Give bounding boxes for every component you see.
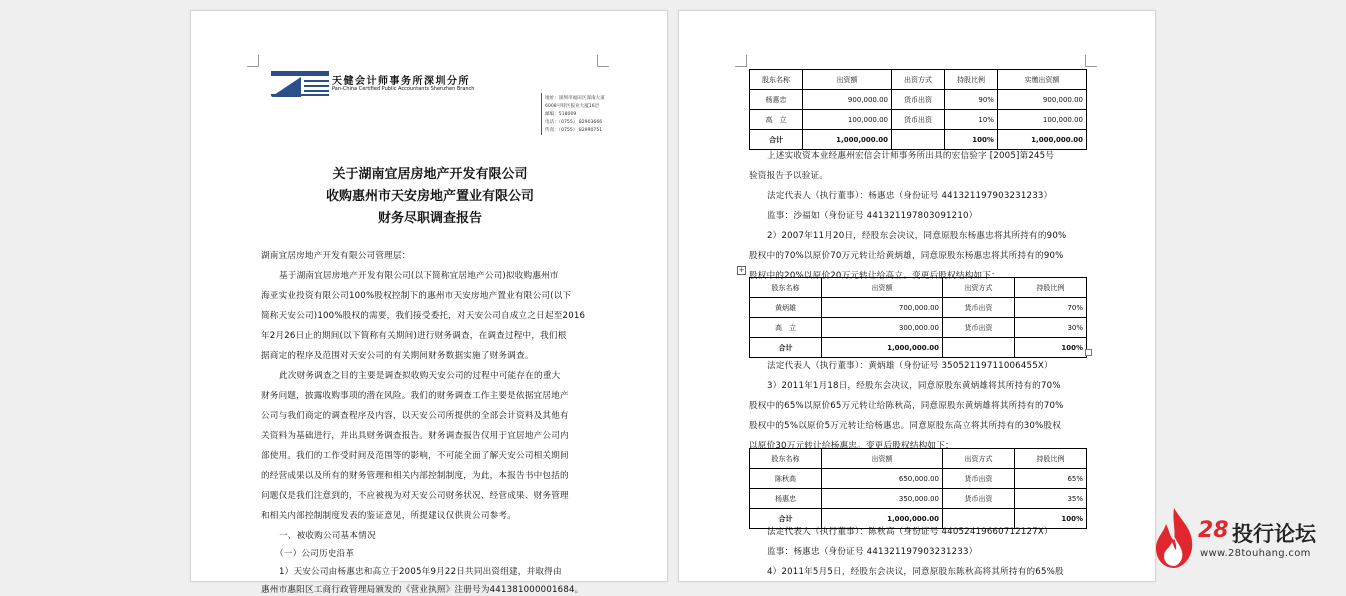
table-cell: 合计 bbox=[750, 130, 803, 150]
firm-logo-icon bbox=[271, 71, 329, 97]
body-line: 和相关内部控制制度发表的鉴证意见，所提建议仅供贵公司参考。 bbox=[261, 511, 517, 521]
watermark-name: 投行论坛 bbox=[1232, 522, 1316, 546]
body-line: 财务问题，披露收购事项的潜在风险。我们的财务调查工作主要是依据宜居地产 bbox=[261, 391, 569, 401]
body-line: 年2月26日止的期间(以下简称有关期间)进行财务调查，在调查过程中，我们根 bbox=[261, 331, 567, 341]
table-cell: 陈秋高 bbox=[750, 469, 822, 489]
body-line: 简称天安公司)100%股权的需要，我们接受委托，对天安公司自成立之日起至2016 bbox=[261, 311, 586, 321]
table-cell: 合计 bbox=[750, 509, 822, 529]
forum-watermark bbox=[1150, 504, 1340, 576]
table-cell: 货币出资 bbox=[942, 489, 1014, 509]
table-cell bbox=[942, 338, 1014, 358]
table-header: 持股比例 bbox=[1014, 449, 1086, 469]
table-cell: 合计 bbox=[750, 338, 822, 358]
flame-icon bbox=[1152, 506, 1196, 570]
table-header: 股东名称 bbox=[750, 449, 822, 469]
section-heading: 一、被收购公司基本情况 bbox=[279, 531, 376, 541]
table-cell: 货币出资 bbox=[892, 90, 945, 110]
body-line: 此次财务调查之目的主要是调查拟收购天安公司的过程中可能存在的重大 bbox=[279, 371, 561, 381]
letterhead bbox=[271, 71, 475, 101]
body-line: 问题仅是我们注意到的，不应被视为对天安公司财务状况、经营成果、财务管理 bbox=[261, 491, 569, 501]
body-line: 的经营成果以及所有的财务管理和相关内部控制制度，为此，本报告书中包括的 bbox=[261, 471, 569, 481]
table-cell: 100,000.00 bbox=[997, 110, 1086, 130]
address-line: 电话：（0755） 82903666 bbox=[545, 120, 603, 125]
table-cell: 货币出资 bbox=[942, 469, 1014, 489]
table-header: 持股比例 bbox=[944, 70, 997, 90]
table-cell: 70% bbox=[1014, 298, 1086, 318]
body-line: 监事：杨惠忠（身份证号 441321197903231233） bbox=[767, 547, 978, 557]
table-header: 出资额 bbox=[821, 278, 942, 298]
table-cell bbox=[892, 130, 945, 150]
table-cell: 100% bbox=[944, 130, 997, 150]
table-header: 股东名称 bbox=[750, 70, 803, 90]
shareholder-table-2 bbox=[749, 277, 1087, 358]
crop-mark bbox=[247, 55, 259, 67]
table-row bbox=[750, 298, 1087, 318]
table-row bbox=[750, 469, 1087, 489]
table-cell: 高 立 bbox=[750, 110, 803, 130]
table-cell: 30% bbox=[1014, 318, 1086, 338]
firm-name-en: Pan-China Certified Public Accountants Shenzhen Branch bbox=[332, 86, 475, 92]
crop-mark bbox=[597, 55, 609, 67]
document-page-right bbox=[678, 10, 1156, 582]
body-line: 1）天安公司由杨惠忠和高立于2005年9月22日共同出资组建，并取得由 bbox=[279, 567, 562, 577]
table-row bbox=[750, 130, 1087, 150]
table-row bbox=[750, 338, 1087, 358]
table-cell: 杨惠忠 bbox=[750, 90, 803, 110]
table-cell: 90% bbox=[944, 90, 997, 110]
report-title-line1: 关于湖南宜居房地产开发有限公司 bbox=[332, 167, 528, 182]
table-cell: 650,000.00 bbox=[821, 469, 942, 489]
subsection-heading: （一）公司历史沿革 bbox=[275, 549, 355, 559]
address-line: 6008号特区报业大厦16层 bbox=[545, 104, 600, 109]
table-header: 出资方式 bbox=[942, 278, 1014, 298]
body-line: 基于湖南宜居房地产开发有限公司(以下简称宜居地产公司)拟收购惠州市 bbox=[279, 271, 559, 281]
table-cell: 100,000.00 bbox=[802, 110, 891, 130]
table-cell: 黄炳雄 bbox=[750, 298, 822, 318]
table-row bbox=[750, 110, 1087, 130]
body-line: 关资料为基础进行，并出具财务调查报告。财务调查报告仅用于宜居地产公司内 bbox=[261, 431, 569, 441]
table-cell: 10% bbox=[944, 110, 997, 130]
body-line: 以原价30万元转让给杨惠忠。变更后股权结构如下： bbox=[749, 441, 954, 451]
body-line: 3）2011年1月18日，经股东会决议，同意原股东黄炳雄将其所持有的70% bbox=[767, 381, 1061, 391]
table-row bbox=[750, 489, 1087, 509]
table-header: 持股比例 bbox=[1014, 278, 1086, 298]
body-line: 部使用。我们的工作受时间及范围等的影响，不可能全面了解天安公司相关期间 bbox=[261, 451, 569, 461]
shareholder-table-1 bbox=[749, 69, 1087, 150]
table-cell: 35% bbox=[1014, 489, 1086, 509]
table-cell: 1,000,000.00 bbox=[821, 509, 942, 529]
table-row bbox=[750, 90, 1087, 110]
table-header: 股东名称 bbox=[750, 278, 822, 298]
body-line: 法定代表人（执行董事）：陈秋高（身份证号 440524196607121​27X） bbox=[767, 527, 1053, 537]
table-cell: 900,000.00 bbox=[997, 90, 1086, 110]
body-line: 惠州市惠阳区工商行政管理局颁发的《营业执照》注册号为441381000001684。 bbox=[261, 585, 584, 595]
document-page-left bbox=[190, 10, 668, 595]
body-line: 股权中的20%以原价20万元转让给高立。变更后股权结构如下： bbox=[749, 271, 1000, 281]
table-cell: 350,000.00 bbox=[821, 489, 942, 509]
table-cell: 货币出资 bbox=[942, 318, 1014, 338]
address-line: 传真：（0755） 82990751 bbox=[545, 128, 603, 133]
table-header: 出资额 bbox=[821, 449, 942, 469]
crop-mark bbox=[1085, 55, 1097, 67]
table-header: 出资方式 bbox=[892, 70, 945, 90]
table-cell: 65% bbox=[1014, 469, 1086, 489]
report-title-line2: 收购惠州市天安房地产置业有限公司 bbox=[325, 189, 534, 204]
body-line: 海亚实业投资有限公司100%股权控制下的惠州市天安房地产置业有限公司(以下 bbox=[261, 291, 572, 301]
table-row bbox=[750, 509, 1087, 529]
table-cell bbox=[942, 509, 1014, 529]
table-header: 出资方式 bbox=[942, 449, 1014, 469]
table-cell: 1,000,000.00 bbox=[821, 338, 942, 358]
table-cell: 1,000,000.00 bbox=[802, 130, 891, 150]
report-title-line3: 财务尽职调查报告 bbox=[377, 211, 482, 226]
table-cell: 1,000,000.00 bbox=[997, 130, 1086, 150]
table-header: 实缴出资额 bbox=[997, 70, 1086, 90]
salutation: 湖南宜居房地产开发有限公司管理层： bbox=[261, 251, 411, 261]
body-line: 监事：沙福如（身份证号 441321197803091210） bbox=[767, 211, 978, 221]
body-line: 股权中的65%以原价65万元转让给陈秋高，同意原股东黄炳雄将其所持有的70% bbox=[749, 401, 1064, 411]
table-move-handle-icon[interactable]: + bbox=[738, 266, 745, 274]
address-line: 地址：深圳市福田区深南大道 bbox=[545, 96, 605, 101]
watermark-number: 28 bbox=[1198, 518, 1229, 543]
table-cell: 900,000.00 bbox=[802, 90, 891, 110]
table-cell: 100% bbox=[1014, 338, 1086, 358]
table-cell: 货币出资 bbox=[892, 110, 945, 130]
table-cell: 货币出资 bbox=[942, 298, 1014, 318]
firm-name-cn: 天健会计师事务所深圳分所 bbox=[332, 76, 470, 87]
body-line: 4）2011年5月5日，经股东会决议，同意原股东陈秋高将其所持有的65%股 bbox=[767, 567, 1064, 577]
table-cell: 700,000.00 bbox=[821, 298, 942, 318]
body-line: 公司与我们商定的调查程序及内容，以天安公司所提供的全部会计资料及其他有 bbox=[261, 411, 569, 421]
body-line: 据商定的程序及范围对天安公司的有关期间财务数据实施了财务调查。 bbox=[261, 351, 534, 361]
table-cell: 高 立 bbox=[750, 318, 822, 338]
table-row bbox=[750, 318, 1087, 338]
body-line: 法定代表人（执行董事）：杨惠忠（身份证号 441321197903231233） bbox=[767, 191, 1053, 201]
body-line: 验资报告予以验证。 bbox=[749, 171, 829, 181]
address-line: 邮编：518009 bbox=[545, 112, 577, 117]
letterhead-divider bbox=[541, 93, 542, 135]
body-line: 上述实收资本业经惠州宏信会计师事务所出具的宏信验字 [2005]第245号 bbox=[767, 151, 1055, 161]
watermark-url: www.28touhang.com bbox=[1200, 548, 1311, 559]
body-line: 股权中的70%以原价70万元转让给黄炳雄，同意原股东杨惠忠将其所持有的90% bbox=[749, 251, 1064, 261]
body-line: 股权中的5%以原价5万元转让给杨惠忠。同意原股东高立将其所持有的30%股权 bbox=[749, 421, 1062, 431]
body-line: 2）2007年11月20日，经股东会决议，同意原股东杨惠忠将其所持有的90% bbox=[767, 231, 1067, 241]
table-cell: 杨惠忠 bbox=[750, 489, 822, 509]
table-cell: 100% bbox=[1014, 509, 1086, 529]
letterhead-address bbox=[545, 95, 605, 135]
shareholder-table-3 bbox=[749, 448, 1087, 529]
crop-mark bbox=[735, 55, 747, 67]
table-cell: 300,000.00 bbox=[821, 318, 942, 338]
table-header: 出资额 bbox=[802, 70, 891, 90]
body-line: 法定代表人（执行董事）：黄炳雄（身份证号 35052119711006455X） bbox=[767, 361, 1053, 371]
table-resize-handle[interactable] bbox=[1085, 349, 1092, 356]
